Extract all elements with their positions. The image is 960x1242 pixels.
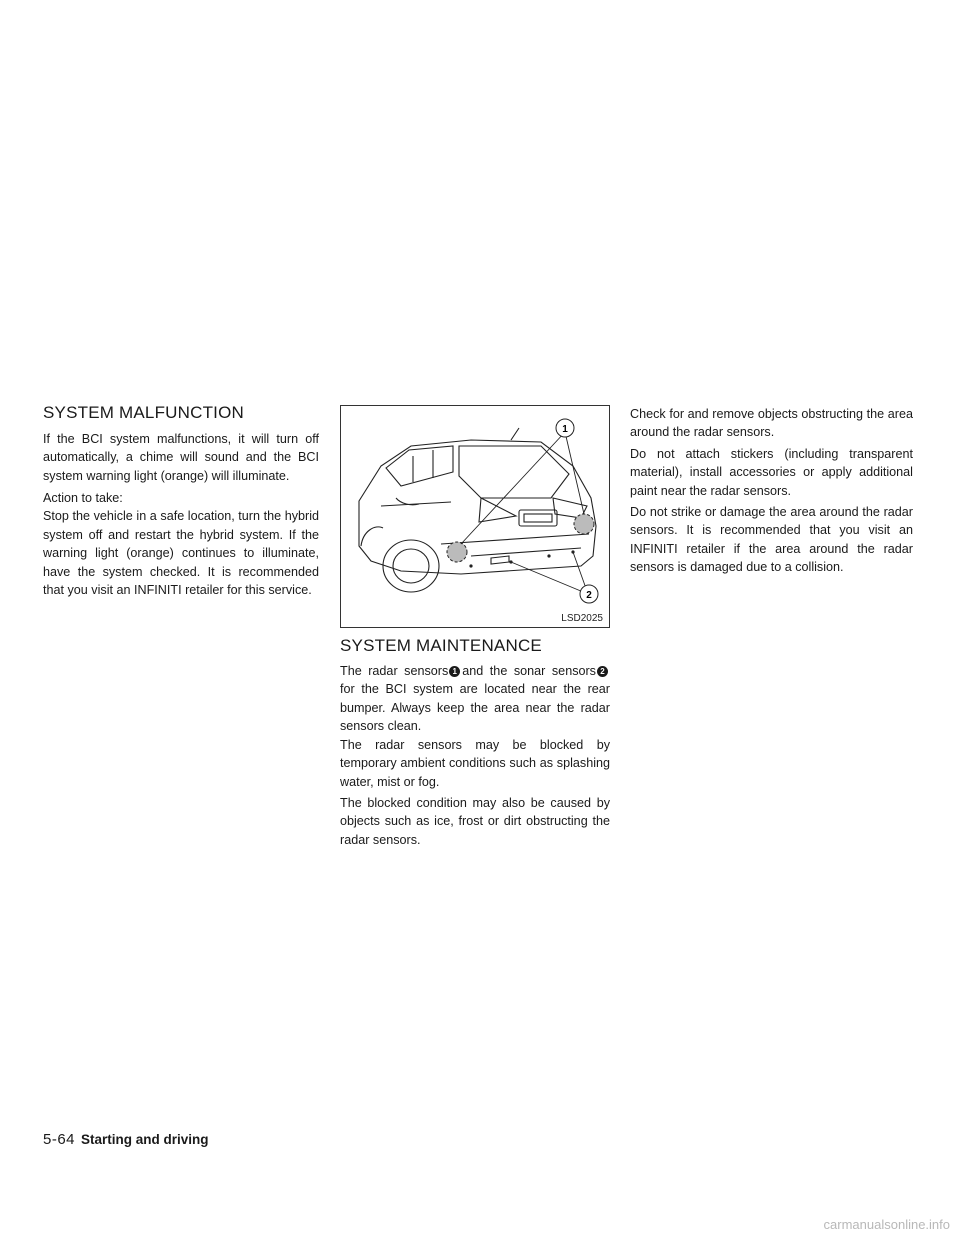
rear-bumper-sensor-illustration <box>340 405 610 628</box>
maintenance-paragraph-2: The radar sensors may be blocked by temporary ambient conditions such as splashing water, mist or fog. <box>340 738 610 789</box>
right-paragraph-2: Do not attach stickers (including transparent material), install accessories or apply additional paint near the radar sensors. <box>630 447 913 498</box>
malfunction-paragraph: If the BCI system malfunctions, it will turn off automatically, a chime will sound and the BCI system warning light (orange) will illuminate. <box>43 432 319 483</box>
text-sensor-location: for the BCI system are located near the rear bumper. Always keep the area near the radar sensors clean. <box>340 682 610 734</box>
action-body: Stop the vehicle in a safe location, turn the hybrid system off and restart the hybrid system. If the warning light (orange) continues to illuminate, have the system checked. It is recommended that you visit an INFINITI retailer for this service. <box>43 509 319 598</box>
right-paragraph-1: Check for and remove objects obstructing the area around the radar sensors. <box>630 407 913 440</box>
callout-2-label: 2 <box>586 590 592 601</box>
right-paragraph-3: Do not strike or damage the area around the radar sensors. It is recommended that you visit an INFINITI retailer if the area around the radar sensors is damaged due to a collision. <box>630 505 913 575</box>
action-title: Action to take: <box>43 491 123 505</box>
action-paragraph <box>43 489 319 599</box>
right-radar-sensor-marker <box>574 514 594 534</box>
heading-system-malfunction: SYSTEM MALFUNCTION <box>43 403 245 422</box>
section-title: Starting and driving <box>81 1132 209 1147</box>
maintenance-paragraph-3: The blocked condition may also be caused by objects such as ice, frost or dirt obstructing the radar sensors. <box>340 796 610 847</box>
figure-code: LSD2025 <box>561 613 603 624</box>
left-radar-sensor-marker <box>447 542 467 562</box>
ref-2-icon: 2 <box>597 666 608 677</box>
ref-1-icon: 1 <box>449 666 460 677</box>
watermark-text: carmanualsonline.info <box>823 1217 950 1232</box>
text-radar-sensors: The radar sensors <box>340 664 449 678</box>
page-number: 5-64 <box>43 1131 76 1148</box>
callout-1-label: 1 <box>562 424 568 435</box>
vehicle-rear-drawing <box>341 406 609 627</box>
text-sonar-sensors: and the sonar sensors <box>462 664 596 678</box>
heading-system-maintenance: SYSTEM MAINTENANCE <box>340 636 542 655</box>
maintenance-paragraph-1 <box>340 662 610 736</box>
page-footer <box>43 1131 209 1148</box>
